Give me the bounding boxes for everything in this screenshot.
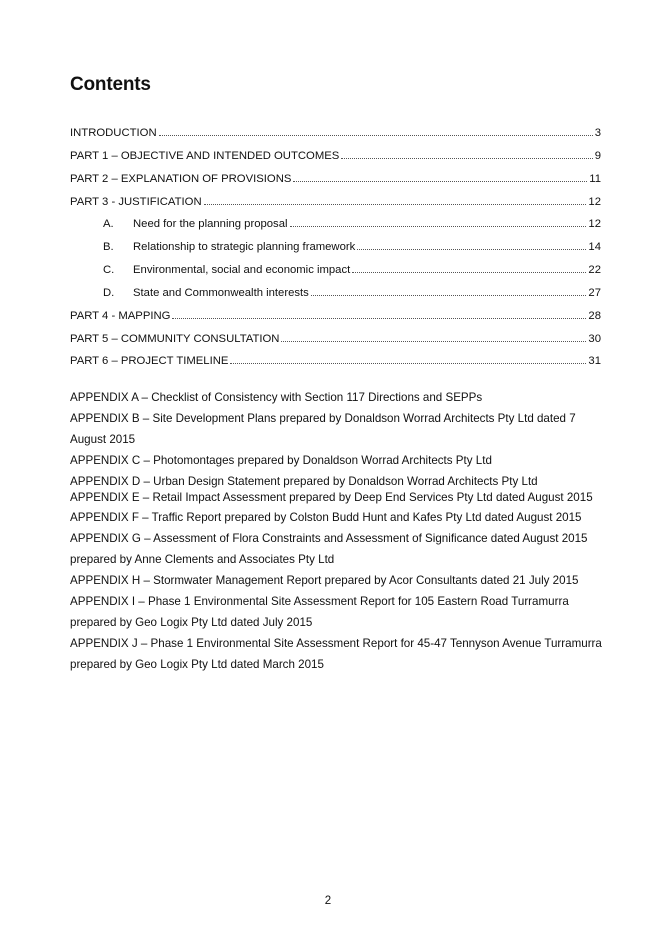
table-of-contents — [70, 127, 601, 378]
toc-entry-page: 3 — [594, 127, 601, 139]
toc-entry-page: 9 — [594, 149, 601, 162]
appendix-item: APPENDIX C – Photomontages prepared by Donaldson Worrad Architects Pty Ltd — [70, 453, 492, 467]
appendix-item: APPENDIX F – Traffic Report prepared by Colston Budd Hunt and Kafes Pty Ltd dated August 2015 — [70, 511, 582, 525]
dot-leader — [230, 363, 586, 364]
toc-entry-page: 31 — [588, 355, 601, 368]
toc-entry[interactable] — [70, 127, 601, 150]
toc-subentry-letter: C. — [103, 264, 115, 277]
toc-entry[interactable] — [70, 150, 601, 173]
toc-entry-page: 12 — [588, 218, 601, 231]
toc-entry-page: 14 — [588, 241, 601, 254]
appendix-item: APPENDIX H – Stormwater Management Report prepared by Acor Consultants dated 21 July 2015 — [70, 574, 579, 588]
toc-entry-label: PART 1 – OBJECTIVE AND INTENDED OUTCOMES — [70, 149, 340, 162]
page-title: Contents — [70, 74, 151, 95]
dot-leader — [204, 204, 587, 205]
toc-entry-label: PART 6 – PROJECT TIMELINE — [70, 355, 229, 368]
dot-leader — [357, 249, 586, 250]
toc-entry[interactable] — [70, 310, 601, 333]
toc-entry-label: INTRODUCTION — [70, 127, 157, 139]
appendix-item: APPENDIX E – Retail Impact Assessment prepared by Deep End Services Pty Ltd dated August 2015 — [70, 490, 593, 504]
page-number: 2 — [324, 895, 332, 907]
appendix-item: APPENDIX I – Phase 1 Environmental Site Assessment Report for 105 Eastern Road Turramurra prepared by Geo Logix Pty Ltd dated July 2015 — [70, 595, 569, 629]
toc-subentry-letter: B. — [103, 241, 114, 254]
toc-entry-page: 27 — [588, 286, 601, 299]
toc-entry-label: Need for the planning proposal — [133, 218, 288, 231]
toc-entry-label: PART 4 - MAPPING — [70, 309, 171, 322]
dot-leader — [341, 158, 592, 159]
toc-entry-label: State and Commonwealth interests — [133, 286, 309, 299]
dot-leader — [293, 181, 587, 182]
toc-entry-label: PART 5 – COMMUNITY CONSULTATION — [70, 332, 280, 345]
appendix-item: APPENDIX J – Phase 1 Environmental Site Assessment Report for 45-47 Tennyson Avenue Turramurra prepared by Geo Logix Pty Ltd dated March 2015 — [70, 636, 602, 671]
toc-entry[interactable] — [70, 333, 601, 356]
toc-subentry-letter: D. — [103, 286, 115, 299]
toc-subentry-letter: A. — [103, 218, 114, 231]
toc-entry-label: PART 2 – EXPLANATION OF PROVISIONS — [70, 172, 292, 185]
dot-leader — [172, 318, 586, 319]
dot-leader — [159, 135, 593, 136]
toc-subentry[interactable] — [70, 264, 601, 287]
appendix-item: APPENDIX G – Assessment of Flora Constraints and Assessment of Significance dated August 2015 prepared by Anne Clements and Associates Pty Ltd — [70, 532, 588, 567]
appendix-list — [70, 388, 602, 676]
toc-entry-page: 11 — [589, 172, 601, 185]
toc-entry[interactable] — [70, 173, 601, 196]
toc-entry-page: 30 — [588, 332, 601, 345]
toc-subentry[interactable] — [70, 241, 601, 264]
toc-entry-page: 12 — [588, 195, 601, 208]
dot-leader — [281, 341, 586, 342]
toc-entry-label: Relationship to strategic planning framework — [133, 241, 356, 254]
toc-entry[interactable] — [70, 196, 601, 219]
toc-entry-page: 28 — [588, 309, 601, 322]
appendix-item: APPENDIX B – Site Development Plans prepared by Donaldson Worrad Architects Pty Ltd dated 7 August 2015 — [70, 411, 576, 446]
appendix-item: APPENDIX A – Checklist of Consistency with Section 117 Directions and SEPPs — [70, 391, 483, 404]
appendix-item: APPENDIX D – Urban Design Statement prepared by Donaldson Worrad Architects Pty Ltd — [70, 474, 538, 488]
toc-subentry[interactable] — [70, 218, 601, 241]
toc-entry-label: PART 3 - JUSTIFICATION — [70, 195, 202, 208]
toc-subentry[interactable] — [70, 287, 601, 310]
toc-entry-label: Environmental, social and economic impact — [133, 264, 351, 277]
dot-leader — [352, 272, 586, 273]
toc-entry-page: 22 — [588, 264, 601, 277]
dot-leader — [311, 295, 587, 296]
toc-entry[interactable] — [70, 355, 601, 378]
dot-leader — [290, 226, 587, 227]
